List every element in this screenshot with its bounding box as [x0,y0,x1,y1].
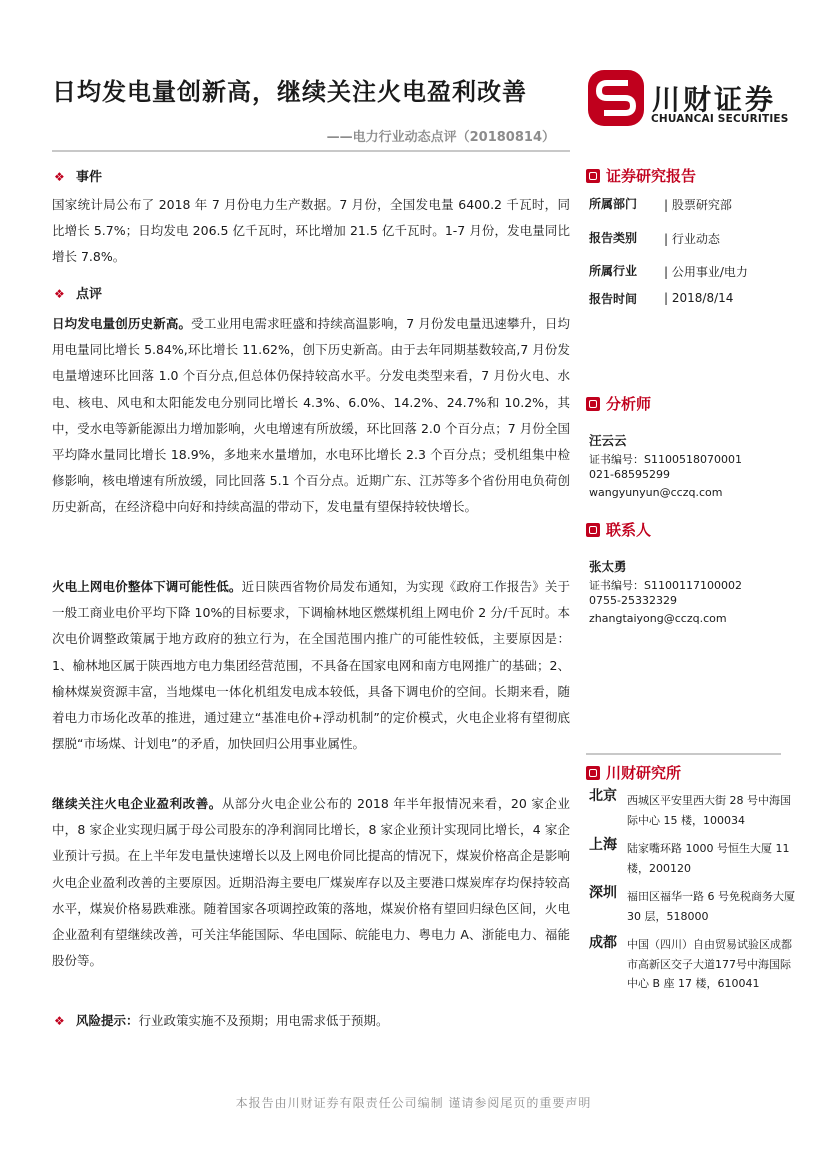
office-address-beijing: 西城区平安里西大街 28 号中海国际中心 15 楼，100034 [627,794,791,827]
section-marker-icon [586,523,600,537]
contact-phone: 0755-25332329 [589,594,677,607]
report-subtitle: ——电力行业动态点评（20180814） [326,130,555,145]
contact-name: 张太勇 [589,559,627,574]
footer-disclaimer: 本报告由川财证券有限责任公司编制 谨请参阅尾页的重要声明 [235,1096,592,1110]
diamond-bullet-icon: ❖ [54,1014,65,1028]
company-logo-english: CHUANCAI SECURITIES [651,113,789,125]
sidebar-heading-institute: 川财研究所 [586,762,681,783]
sidebar-divider [586,753,781,755]
company-logo-icon [586,68,646,128]
event-paragraph: 国家统计局公布了 2018 年 7 月份电力生产数据。7 月份，全国发电量 6400.2 千瓦时，同比增长 5.7%；日均发电 206.5 亿千瓦时，环比增加 21.5 亿千瓦时。1-7 月份，发电量同比增长 7.8%。 [52,197,570,265]
report-title: 日均发电量创新高，继续关注火电盈利改善 [52,77,527,106]
info-value-industry: | 公用事业/电力 [664,265,748,279]
paragraph-lead: 继续关注火电企业盈利改善。 [52,796,222,811]
info-label-date: 报告时间 [589,292,638,306]
header-divider [52,150,570,152]
analyst-phone: 021-68595299 [589,468,670,481]
office-city-shenzhen: 深圳 [589,885,617,901]
office-city-beijing: 北京 [589,788,617,804]
paragraph-body: 受工业用电需求旺盛和持续高温影响，7 月份发电量迅速攀升，日均用电量同比增长 5.84%,环比增长 11.62%，创下历史新高。由于去年同期基数较高,7 月份发电量增速环比回落 1.0 个百分点,但总体仍保持较高水平。分发电类型来看，7 月份火电、水电、核电、风电和太阳能发电分别同比增长 4.3%、6.0%、14.2%、24.7%和 10.2%，其中，受水电等新能源出力增加影响，火电增速有所放缓，环比回落 2.0 个百分点；7 月份全国平均降水量同比增长 18.9%，多地来水量增加，水电环比增长 2.3 个百分点；受机组集中检修影响，核电增速有所放缓，同比回落 5.1 个百分点。近期广东、江苏等多个省份用电负荷创历史新高，在经济稳中向好和持续高温的带动下，发电量有望保持较快增长。 [52,316,570,515]
info-value-department: | 股票研究部 [664,198,732,212]
comment-paragraph-1 [52,311,570,521]
paragraph-body: 近日陕西省物价局发布通知，为实现《政府工作报告》关于一般工商业电价平均下降 10%的目标要求，下调榆林地区燃煤机组上网电价 2 分/千瓦时。本次电价调整政策属于地方政府的独立行为，在全国范围内推广的可能性较低，主要原因是：1、榆林地区属于陕西地方电力集团经营范围，不具备在国家电网和南方电网推广的基础；2、榆林煤炭资源丰富，当地煤电一体化机组发电成本较低，具备下调电价的空间。长期来看，随着电力市场化改革的推进，通过建立“基准电价+浮动机制”的定价模式，火电企业将有望彻底摆脱“市场煤、计划电”的矛盾，加快回归公用事业属性。 [52,579,570,752]
risk-text: 行业政策实施不及预期；用电需求低于预期。 [138,1013,389,1028]
comment-paragraph-2 [52,574,570,757]
section-marker-icon [586,766,600,780]
company-logo-text: 川财证券 [652,83,777,116]
sidebar-heading-analyst: 分析师 [586,393,651,414]
diamond-bullet-icon: ❖ [54,287,65,301]
risk-label: 风险提示： [76,1013,139,1028]
analyst-cert: 证书编号：S1100518070001 [589,453,742,466]
paragraph-lead: 日均发电量创历史新高。 [52,316,192,331]
office-city-chengdu: 成都 [589,935,617,951]
event-heading: ❖ 事件 [54,170,103,185]
info-value-date: | 2018/8/14 [664,291,734,305]
analyst-email: wangyunyun@cczq.com [589,486,723,499]
info-label-category: 报告类别 [589,231,638,245]
paragraph-body: 从部分火电企业公布的 2018 年半年报情况来看，20 家企业中，8 家企业实现归属于母公司股东的净利润同比增长，8 家企业预计实现同比增长，4 家企业预计亏损。在上半年发电量快速增长以及上网电价同比提高的情况下，煤炭价格高企是影响火电企业盈利改善的主要原因。近期沿海主要电厂煤炭库存以及主要港口煤炭库存均保持较高水平，煤炭价格易跌难涨。随着国家各项调控政策的落地，煤炭价格有望回归绿色区间，火电企业盈利有望继续改善，可关注华能国际、华电国际、皖能电力、粤电力 A、浙能电力、福能股份等。 [52,796,570,969]
section-marker-icon [586,169,600,183]
section-marker-icon [586,397,600,411]
contact-email: zhangtaiyong@cczq.com [589,612,727,625]
comment-heading: ❖ 点评 [54,287,103,302]
analyst-name: 汪云云 [589,433,627,448]
paragraph-lead: 火电上网电价整体下调可能性低。 [52,579,242,594]
diamond-bullet-icon: ❖ [54,170,65,184]
office-address-shenzhen: 福田区福华一路 6 号免税商务大厦 30 层，518000 [627,890,795,923]
info-label-industry: 所属行业 [589,264,638,278]
sidebar-heading-contact: 联系人 [586,519,651,540]
risk-note [54,1011,389,1029]
comment-paragraph-3 [52,791,570,974]
office-city-shanghai: 上海 [589,837,617,853]
office-address-chengdu: 中国（四川）自由贸易试验区成都市高新区交子大道177号中海国际中心 B 座 17 楼，610041 [627,938,792,990]
info-label-department: 所属部门 [589,197,638,211]
sidebar-heading-report: 证券研究报告 [586,165,696,186]
contact-cert: 证书编号：S1100117100002 [589,579,742,592]
info-value-category: | 行业动态 [664,232,720,246]
office-address-shanghai: 陆家嘴环路 1000 号恒生大厦 11 楼，200120 [627,842,790,875]
